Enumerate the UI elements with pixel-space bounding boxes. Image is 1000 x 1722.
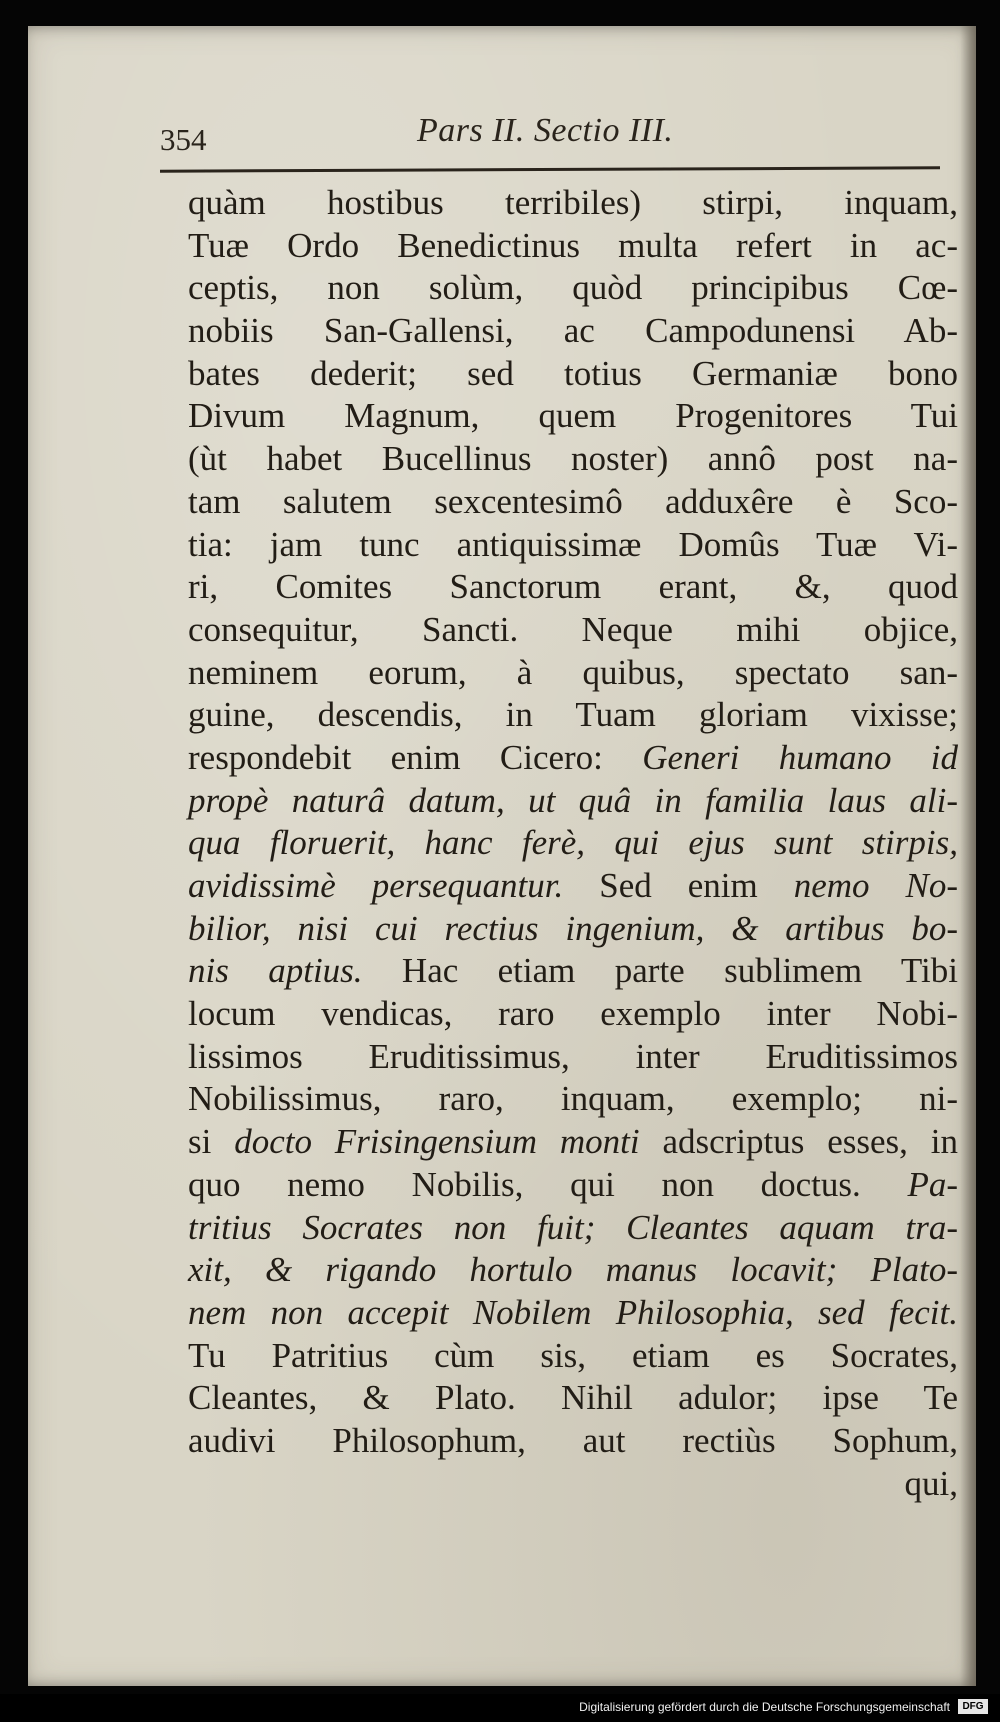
text-line (188, 353, 958, 396)
text-run: audivi Philosophum, aut rectiùs Sophum, (188, 1420, 958, 1460)
text-run: tam salutem sexcentesimô adduxêre è Sco- (188, 481, 958, 521)
text-run: Cleantes, & Plato. Nihil adulor; ipse Te (188, 1378, 958, 1418)
italic-text-run: avidissimè persequantur. (188, 866, 564, 905)
text-line (188, 908, 958, 951)
text-run: ri, Comites Sanctorum erant, &, quod (188, 567, 958, 607)
text-run: Divum Magnum, quem Progenitores Tui (188, 396, 958, 436)
text-line (188, 865, 958, 908)
text-line (188, 652, 958, 695)
italic-text-run: docto Frisingensium monti (234, 1122, 640, 1162)
text-run: Hac etiam parte sublimem Tibi (362, 951, 958, 991)
text-line (188, 1036, 958, 1079)
text-run: Sed enim (563, 866, 794, 905)
text-run: (ùt habet Bucellinus noster) annô post na- (188, 439, 958, 479)
text-run: adscriptus esses, in (639, 1122, 958, 1162)
text-run: lissimos Eruditissimus, inter Eruditissimos (188, 1036, 958, 1076)
text-run: Tuæ Ordo Benedictinus multa refert in ac- (188, 225, 958, 265)
text-line (188, 1164, 958, 1207)
text-line (188, 1420, 958, 1463)
italic-text-run: Pa- (907, 1164, 958, 1204)
text-line (188, 1121, 958, 1164)
italic-text-run: tritius Socrates non fuit; Cleantes aquam tra- (188, 1207, 958, 1247)
text-run: ceptis, non solùm, quòd principibus Cœ- (188, 268, 958, 308)
dfg-logo: DFG (958, 1699, 988, 1714)
text-line (188, 310, 958, 353)
text-line (188, 694, 958, 737)
text-line (188, 950, 958, 993)
text-run: qui, (904, 1463, 958, 1503)
text-line (188, 1335, 958, 1378)
text-run: tia: jam tunc antiquissimæ Domûs Tuæ Vi- (188, 524, 958, 564)
text-line (188, 395, 958, 438)
italic-text-run: bilior, nisi cui rectius ingenium, & artibus bo- (188, 908, 958, 948)
text-run: quàm hostibus terribiles) stirpi, inquam, (188, 183, 958, 222)
funding-credit: Digitalisierung gefördert durch die Deutsche Forschungsgemeinschaft (579, 1700, 950, 1714)
text-line (188, 524, 958, 567)
text-run: guine, descendis, in Tuam gloriam vixisse; (188, 695, 958, 735)
text-line (188, 993, 958, 1036)
text-line (188, 737, 958, 780)
italic-text-run: nis aptius. (188, 951, 363, 991)
text-line (188, 438, 958, 481)
footer-bar (0, 1694, 1000, 1722)
text-run: si (188, 1122, 235, 1162)
text-run: quo nemo Nobilis, qui non doctus. (188, 1164, 908, 1204)
text-line (188, 225, 958, 268)
text-run: nobiis San-Gallensi, ac Campodunensi Ab- (188, 311, 958, 351)
text-run: neminem eorum, à quibus, spectato san- (188, 652, 958, 692)
body-text (188, 182, 958, 1505)
text-line (188, 822, 958, 865)
text-line (188, 780, 958, 823)
text-line (188, 1249, 958, 1292)
text-run: respondebit enim Cicero: (188, 737, 643, 777)
italic-text-run: nemo No- (793, 866, 959, 905)
text-line (188, 1292, 958, 1335)
page-number: 354 (160, 122, 207, 157)
text-line (188, 1078, 958, 1121)
text-line (188, 267, 958, 310)
text-line (188, 481, 958, 524)
italic-text-run: qua floruerit, hanc ferè, qui ejus sunt stirpis, (188, 823, 958, 863)
italic-text-run: Generi humano id (642, 737, 958, 777)
text-line (188, 182, 958, 225)
text-run: locum vendicas, raro exemplo inter Nobi- (188, 994, 958, 1034)
text-run: Tu Patritius cùm sis, etiam es Socrates, (188, 1335, 958, 1375)
text-run: Nobilissimus, raro, inquam, exemplo; ni- (188, 1079, 958, 1119)
italic-text-run: xit, & rigando hortulo manus locavit; Plato- (188, 1250, 958, 1290)
italic-text-run: nem non accepit Nobilem Philosophia, sed fecit. (188, 1292, 958, 1332)
text-line (188, 1207, 958, 1250)
text-line (188, 566, 958, 609)
running-head: Pars II. Sectio III. (417, 112, 674, 149)
text-run: consequitur, Sancti. Neque mihi objice, (188, 609, 958, 649)
text-line (188, 609, 958, 652)
page-edge-shadow (960, 26, 976, 1686)
text-line (188, 1377, 958, 1420)
italic-text-run: propè naturâ datum, ut quâ in familia laus ali- (188, 780, 958, 820)
text-line (188, 1463, 958, 1506)
text-run: bates dederit; sed totius Germaniæ bono (188, 353, 958, 393)
page-header (160, 100, 950, 160)
